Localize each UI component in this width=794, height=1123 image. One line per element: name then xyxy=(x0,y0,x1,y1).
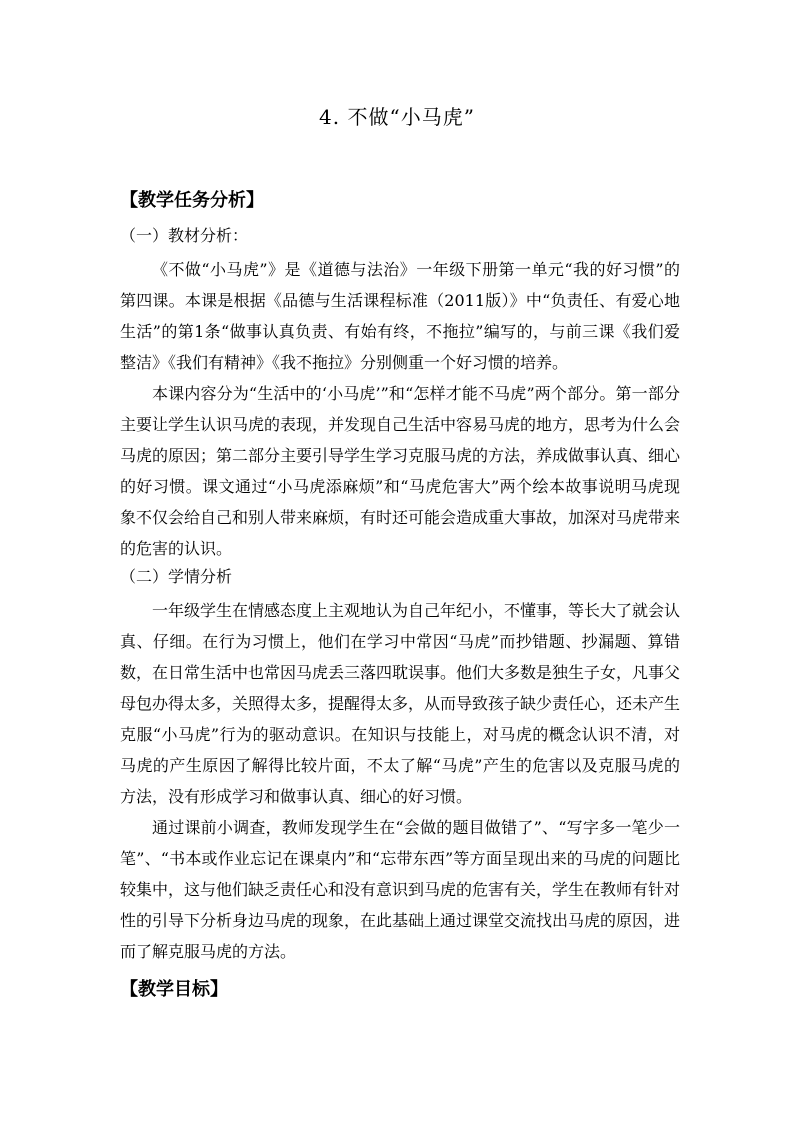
subheading-learner-analysis: （二）学情分析 xyxy=(120,567,233,586)
paragraph-learner-1: 一年级学生在情感态度上主观地认为自己年纪小，不懂事，等长大了就会认真、仔细。在行为习惯上，他们在学习中常因“马虎”而抄错题、抄漏题、算错数，在日常生活中也常因马虎丢三落四耽误事。他们大多数是独生子女，凡事父母包办得太多，关照得太多，提醒得太多，从而导致孩子缺少责任心，还未产生克服“小马虎”行为的驱动意识。在知识与技能上，对马虎的概念认识不清，对马虎的产生原因了解得比较片面，不太了解“马虎”产生的危害以及克服马虎的方法，没有形成学习和做事认真、细心的好习惯。 xyxy=(120,601,681,806)
paragraph-textbook-2: 本课内容分为“生活中的‘小马虎’”和“怎样才能不马虎”两个部分。第一部分主要让学生认识马虎的表现，并发现自己生活中容易马虎的地方，思考为什么会马虎的原因；第二部分主要引导学生学习克服马虎的方法，养成做事认真、细心的好习惯。课文通过“小马虎添麻烦”和“马虎危害大”两个绘本故事说明马虎现象不仅会给自己和别人带来麻烦，有时还可能会造成重大事故，加深对马虎带来的危害的认识。 xyxy=(120,384,681,558)
paragraph-textbook-1: 《不做“小马虎”》是《道德与法治》一年级下册第一单元“我的好习惯”的第四课。本课是根据《品德与生活课程标准（2011版）》中“负责任、有爱心地生活”的第1条“做事认真负责、有始有终，不拖拉”编写的，与前三课《我们爱整洁》《我们有精神》《我不拖拉》分别侧重一个好习惯的培养。 xyxy=(120,260,680,372)
page-title: 4. 不做“小马虎” xyxy=(319,105,475,129)
section-heading-teaching-goals: 【教学目标】 xyxy=(120,979,228,1000)
paragraph-learner-2: 通过课前小调查，教师发现学生在“会做的题目做错了”、“写字多一笔少一笔”、“书本或作业忘记在课桌内”和“忘带东西”等方面呈现出来的马虎的问题比较集中，这与他们缺乏责任心和没有意识到马虎的危害有关，学生在教师有针对性的引导下分析身边马虎的现象，在此基础上通过课堂交流找出马虎的原因，进而了解克服马虎的方法。 xyxy=(120,818,681,961)
subheading-textbook-analysis: （一）教材分析： xyxy=(120,226,249,245)
section-heading-task-analysis: 【教学任务分析】 xyxy=(120,190,264,211)
